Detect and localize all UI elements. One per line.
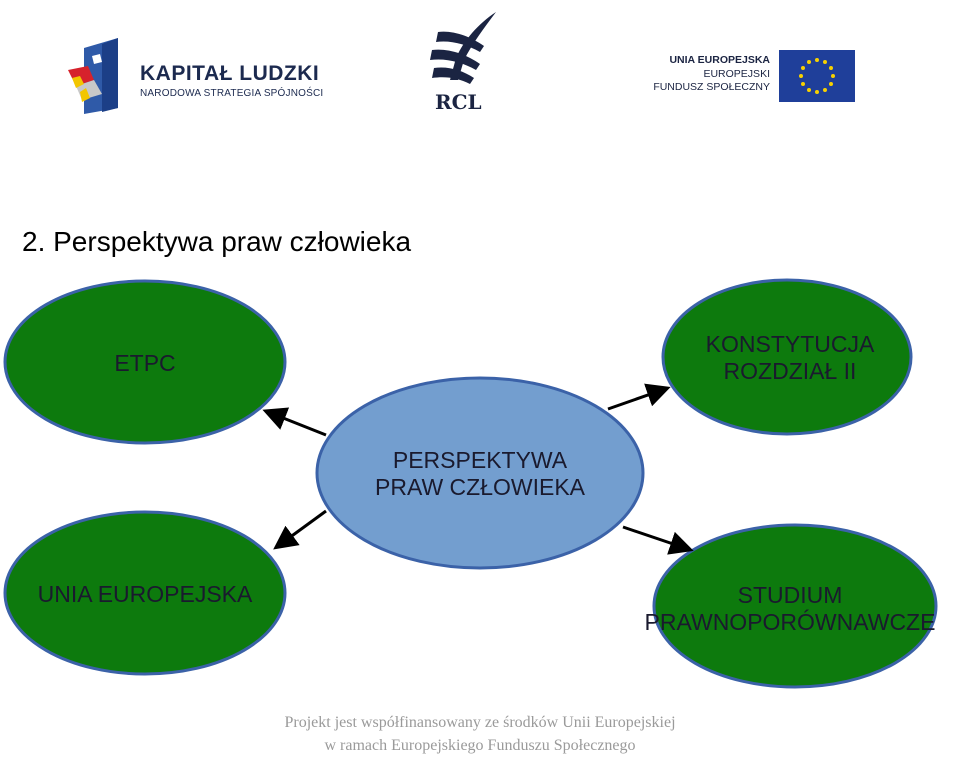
footer-line1: Projekt jest współfinansowany ze środków Unii Europejskiej <box>284 714 676 731</box>
eu-logo-line1: UNIA EUROPEJSKA <box>669 54 770 66</box>
arrow-to-studium <box>623 527 688 549</box>
footer-line2: w ramach Europejskiego Funduszu Społecznego <box>324 737 636 754</box>
node-center-label <box>320 447 640 501</box>
node-konstytucja-line2: ROZDZIAŁ II <box>723 358 857 384</box>
node-konstytucja-label <box>660 331 920 385</box>
node-etpc-line1: ETPC <box>114 350 176 376</box>
kapital-ludzki-subtitle: NARODOWA STRATEGIA SPÓJNOŚCI <box>140 88 324 99</box>
kapital-ludzki-title: KAPITAŁ LUDZKI <box>140 62 320 85</box>
node-ue-line1: UNIA EUROPEJSKA <box>37 581 253 607</box>
node-studium-label <box>620 582 960 636</box>
arrow-to-ue <box>278 511 326 546</box>
node-konstytucja-line1: KONSTYTUCJA <box>705 331 875 357</box>
arrow-to-konstytucja <box>608 389 665 409</box>
node-center-line1: PERSPEKTYWA <box>392 447 568 473</box>
rcl-logo-text: RCL <box>435 90 482 114</box>
node-studium-line2: PRAWNOPORÓWNAWCZE <box>644 609 936 635</box>
eu-logo-line3: FUNDUSZ SPOŁECZNY <box>653 81 770 93</box>
node-center-line2: PRAW CZŁOWIEKA <box>375 474 585 500</box>
footer <box>0 711 960 757</box>
node-etpc-label <box>45 350 245 377</box>
eu-logo-line2: EUROPEJSKI <box>703 68 770 80</box>
arrow-to-etpc <box>268 412 326 435</box>
page-title: 2. Perspektywa praw człowieka <box>22 226 412 257</box>
node-studium-line1: STUDIUM <box>737 582 843 608</box>
node-ue-label <box>5 581 285 608</box>
